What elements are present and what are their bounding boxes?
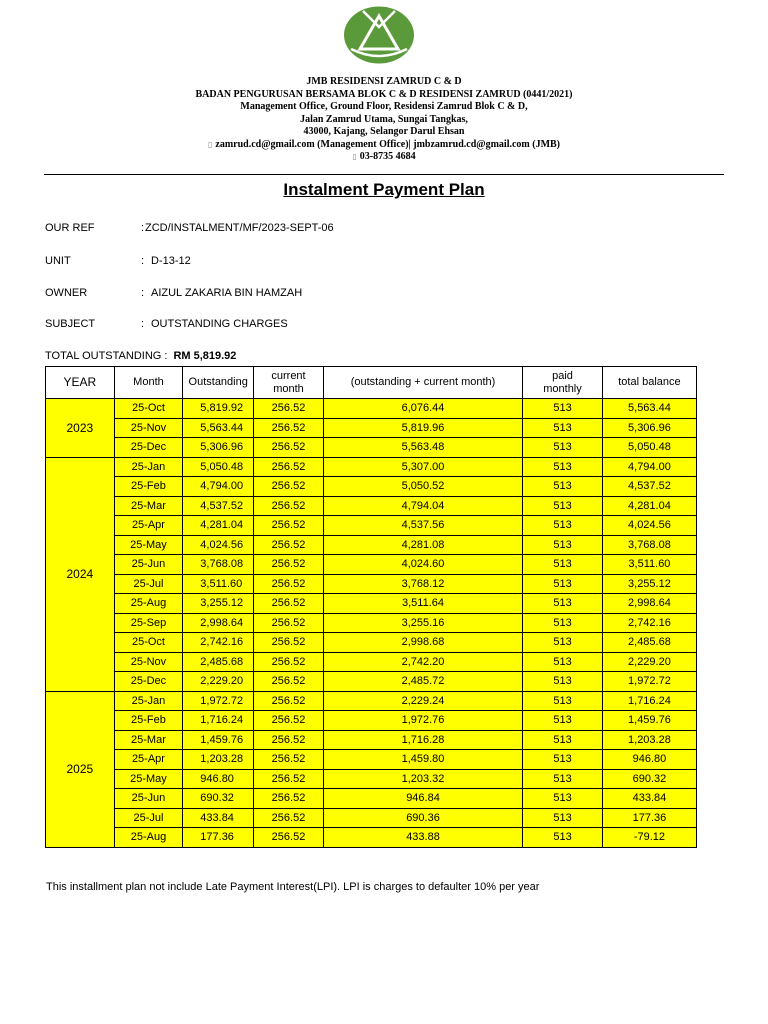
cell-month: 25-Apr [114,516,183,536]
cell-sum: 6,076.44 [323,399,522,419]
cell-paid-monthly: 513 [523,477,603,497]
cell-sum: 2,742.20 [323,652,522,672]
ref-value: ZCD/INSTALMENT/MF/2023-SEPT-06 [145,222,334,234]
cell-outstanding: 5,563.44 [183,418,254,438]
cell-sum: 5,563.48 [323,438,522,458]
table-body [46,399,697,848]
table-row [46,438,697,458]
col-header-current-month [254,367,324,399]
table-row [46,672,697,692]
cell-sum: 4,281.08 [323,535,522,555]
cell-paid-monthly: 513 [523,828,603,848]
cell-current-month: 256.52 [254,399,324,419]
cell-sum: 5,050.52 [323,477,522,497]
cell-current-month: 256.52 [254,535,324,555]
col-header-current-month-line1: current [271,369,306,382]
cell-total-balance: 946.80 [602,750,696,770]
cell-month: 25-Jan [114,691,183,711]
cell-sum: 3,768.12 [323,574,522,594]
cell-month: 25-Jul [114,574,183,594]
cell-total-balance: 4,281.04 [602,496,696,516]
cell-total-balance: 2,229.20 [602,652,696,672]
cell-paid-monthly: 513 [523,691,603,711]
cell-outstanding: 4,537.52 [183,496,254,516]
cell-outstanding: 2,229.20 [183,672,254,692]
cell-paid-monthly: 513 [523,399,603,419]
header-divider [44,174,724,175]
header-address-2: Jalan Zamrud Utama, Sungai Tangkas, [300,113,468,125]
total-label: TOTAL OUTSTANDING : [45,350,168,362]
table-row [46,555,697,575]
table-row [46,496,697,516]
cell-paid-monthly: 513 [523,711,603,731]
cell-outstanding: 433.84 [183,808,254,828]
cell-month: 25-Nov [114,652,183,672]
cell-total-balance: 3,768.08 [602,535,696,555]
cell-current-month: 256.52 [254,691,324,711]
cell-sum: 3,511.64 [323,594,522,614]
cell-paid-monthly: 513 [523,750,603,770]
cell-month: 25-Jan [114,457,183,477]
cell-year: 2024 [46,457,115,691]
cell-current-month: 256.52 [254,574,324,594]
cell-sum: 1,972.76 [323,711,522,731]
owner-value: AIZUL ZAKARIA BIN HAMZAH [151,287,303,299]
unit-label: UNIT [45,255,71,267]
cell-current-month: 256.52 [254,750,324,770]
ref-label: OUR REF [45,222,95,234]
cell-sum: 4,794.04 [323,496,522,516]
cell-current-month: 256.52 [254,496,324,516]
table-row [46,808,697,828]
cell-total-balance: 4,537.52 [602,477,696,497]
cell-paid-monthly: 513 [523,730,603,750]
cell-month: 25-Mar [114,730,183,750]
col-header-total-balance: total balance [602,367,696,399]
cell-sum: 2,998.68 [323,633,522,653]
cell-sum: 1,203.32 [323,769,522,789]
header-email-line [0,139,768,152]
cell-total-balance: 3,255.12 [602,574,696,594]
cell-month: 25-Jul [114,808,183,828]
cell-sum: 5,307.00 [323,457,522,477]
subject-value: OUTSTANDING CHARGES [151,318,288,330]
table-row [46,477,697,497]
cell-paid-monthly: 513 [523,633,603,653]
cell-total-balance: 2,485.68 [602,633,696,653]
cell-month: 25-Oct [114,633,183,653]
cell-sum: 2,485.72 [323,672,522,692]
cell-outstanding: 2,742.16 [183,633,254,653]
cell-outstanding: 3,511.60 [183,574,254,594]
cell-outstanding: 3,255.12 [183,594,254,614]
cell-outstanding: 5,306.96 [183,438,254,458]
cell-paid-monthly: 513 [523,516,603,536]
cell-paid-monthly: 513 [523,574,603,594]
owner-label: OWNER [45,287,88,299]
cell-paid-monthly: 513 [523,672,603,692]
cell-paid-monthly: 513 [523,769,603,789]
total-value: RM 5,819.92 [173,350,237,362]
cell-total-balance: 1,972.72 [602,672,696,692]
cell-month: 25-Apr [114,750,183,770]
cell-outstanding: 5,050.48 [183,457,254,477]
cell-total-balance: 2,998.64 [602,594,696,614]
cell-outstanding: 1,203.28 [183,750,254,770]
cell-sum: 946.84 [323,789,522,809]
cell-total-balance: 5,050.48 [602,438,696,458]
cell-current-month: 256.52 [254,789,324,809]
header-body-name: BADAN PENGURUSAN BERSAMA BLOK C & D RESIDENSI ZAMRUD (0441/2021) [195,88,573,100]
cell-current-month: 256.52 [254,594,324,614]
table-row [46,535,697,555]
cell-paid-monthly: 513 [523,438,603,458]
table-row [46,711,697,731]
header-org-name: JMB RESIDENSI ZAMRUD C & D [306,76,462,87]
cell-month: 25-Dec [114,438,183,458]
cell-outstanding: 1,459.76 [183,730,254,750]
cell-month: 25-Dec [114,672,183,692]
col-header-paid-line1: paid [552,369,573,382]
table-header-row [46,367,697,399]
cell-outstanding: 4,024.56 [183,535,254,555]
cell-outstanding: 946.80 [183,769,254,789]
table-row [46,516,697,536]
table-row [46,789,697,809]
cell-current-month: 256.52 [254,672,324,692]
header-address-1: Management Office, Ground Floor, Residensi Zamrud Blok C & D, [240,101,528,112]
cell-month: 25-May [114,769,183,789]
cell-current-month: 256.52 [254,808,324,828]
cell-outstanding: 4,794.00 [183,477,254,497]
cell-outstanding: 1,716.24 [183,711,254,731]
cell-month: 25-Feb [114,711,183,731]
phone-icon: ▯ [352,152,357,161]
cell-outstanding: 690.32 [183,789,254,809]
cell-paid-monthly: 513 [523,535,603,555]
subject-label: SUBJECT [45,318,96,330]
cell-total-balance: 690.32 [602,769,696,789]
cell-month: 25-Sep [114,613,183,633]
cell-month: 25-Nov [114,418,183,438]
cell-paid-monthly: 513 [523,613,603,633]
cell-sum: 690.36 [323,808,522,828]
header-address-3: 43000, Kajang, Selangor Darul Ehsan [303,126,465,137]
cell-total-balance: 4,794.00 [602,457,696,477]
cell-total-balance: 1,459.76 [602,711,696,731]
table-row [46,399,697,419]
cell-outstanding: 2,998.64 [183,613,254,633]
cell-sum: 1,716.28 [323,730,522,750]
col-header-paid-monthly [523,367,603,399]
cell-year: 2025 [46,691,115,847]
cell-total-balance: 4,024.56 [602,516,696,536]
table-row [46,594,697,614]
cell-current-month: 256.52 [254,769,324,789]
subject-colon: : [141,318,145,330]
page-title: Instalment Payment Plan [283,180,485,199]
col-header-month: Month [114,367,183,399]
ref-colon: : [141,222,145,234]
cell-month: 25-Jun [114,555,183,575]
cell-month: 25-Jun [114,789,183,809]
table-row [46,750,697,770]
cell-current-month: 256.52 [254,457,324,477]
owner-colon: : [141,287,145,299]
cell-paid-monthly: 513 [523,418,603,438]
cell-month: 25-Mar [114,496,183,516]
cell-month: 25-Oct [114,399,183,419]
cell-paid-monthly: 513 [523,652,603,672]
col-header-paid-line2: monthly [543,382,582,395]
cell-total-balance: 3,511.60 [602,555,696,575]
header-email-text: zamrud.cd@gmail.com (Management Office)| jmbzamrud.cd@gmail.com (JMB) [215,138,561,150]
cell-paid-monthly: 513 [523,594,603,614]
cell-month: 25-Feb [114,477,183,497]
cell-total-balance: 2,742.16 [602,613,696,633]
cell-outstanding: 1,972.72 [183,691,254,711]
footnote: This installment plan not include Late Payment Interest(LPI). LPI is charges to defaulter 10% per year [46,881,540,893]
cell-current-month: 256.52 [254,516,324,536]
cell-outstanding: 2,485.68 [183,652,254,672]
cell-total-balance: 1,203.28 [602,730,696,750]
cell-month: 25-Aug [114,594,183,614]
cell-paid-monthly: 513 [523,496,603,516]
cell-outstanding: 5,819.92 [183,399,254,419]
col-header-outstanding: Outstanding [183,367,254,399]
cell-current-month: 256.52 [254,730,324,750]
payment-plan-table [45,366,697,848]
cell-outstanding: 3,768.08 [183,555,254,575]
table-row [46,574,697,594]
cell-total-balance: 433.84 [602,789,696,809]
cell-current-month: 256.52 [254,711,324,731]
header-phone-prefix: 03 [359,151,370,162]
email-icon: ▯ [207,139,213,149]
cell-sum: 4,537.56 [323,516,522,536]
table-row [46,613,697,633]
header-phone-number: -8735 4684 [369,151,416,162]
zamrud-logo [343,5,415,65]
cell-paid-monthly: 513 [523,789,603,809]
cell-sum: 4,024.60 [323,555,522,575]
cell-current-month: 256.52 [254,438,324,458]
cell-sum: 3,255.16 [323,613,522,633]
col-header-current-month-line2: month [273,382,304,395]
col-header-year: YEAR [46,367,115,399]
header-phone-line [0,151,768,164]
letterhead [0,76,768,164]
cell-total-balance: 5,563.44 [602,399,696,419]
table-row [46,691,697,711]
cell-sum: 2,229.24 [323,691,522,711]
total-outstanding [45,350,236,362]
cell-sum: 5,819.96 [323,418,522,438]
cell-paid-monthly: 513 [523,457,603,477]
cell-outstanding: 4,281.04 [183,516,254,536]
table-row [46,457,697,477]
cell-current-month: 256.52 [254,418,324,438]
cell-total-balance: 5,306.96 [602,418,696,438]
cell-current-month: 256.52 [254,613,324,633]
table-row [46,730,697,750]
cell-current-month: 256.52 [254,633,324,653]
cell-total-balance: -79.12 [602,828,696,848]
cell-outstanding: 177.36 [183,828,254,848]
table-row [46,633,697,653]
cell-paid-monthly: 513 [523,555,603,575]
cell-total-balance: 1,716.24 [602,691,696,711]
cell-current-month: 256.52 [254,477,324,497]
cell-total-balance: 177.36 [602,808,696,828]
cell-current-month: 256.52 [254,828,324,848]
cell-month: 25-May [114,535,183,555]
table-row [46,769,697,789]
col-header-sum: (outstanding + current month) [323,367,522,399]
cell-year: 2023 [46,399,115,458]
unit-value: D-13-12 [151,255,191,267]
unit-colon: : [141,255,145,267]
table-row [46,418,697,438]
cell-current-month: 256.52 [254,652,324,672]
cell-sum: 433.88 [323,828,522,848]
cell-month: 25-Aug [114,828,183,848]
table-row [46,828,697,848]
table-row [46,652,697,672]
cell-sum: 1,459.80 [323,750,522,770]
cell-current-month: 256.52 [254,555,324,575]
cell-paid-monthly: 513 [523,808,603,828]
